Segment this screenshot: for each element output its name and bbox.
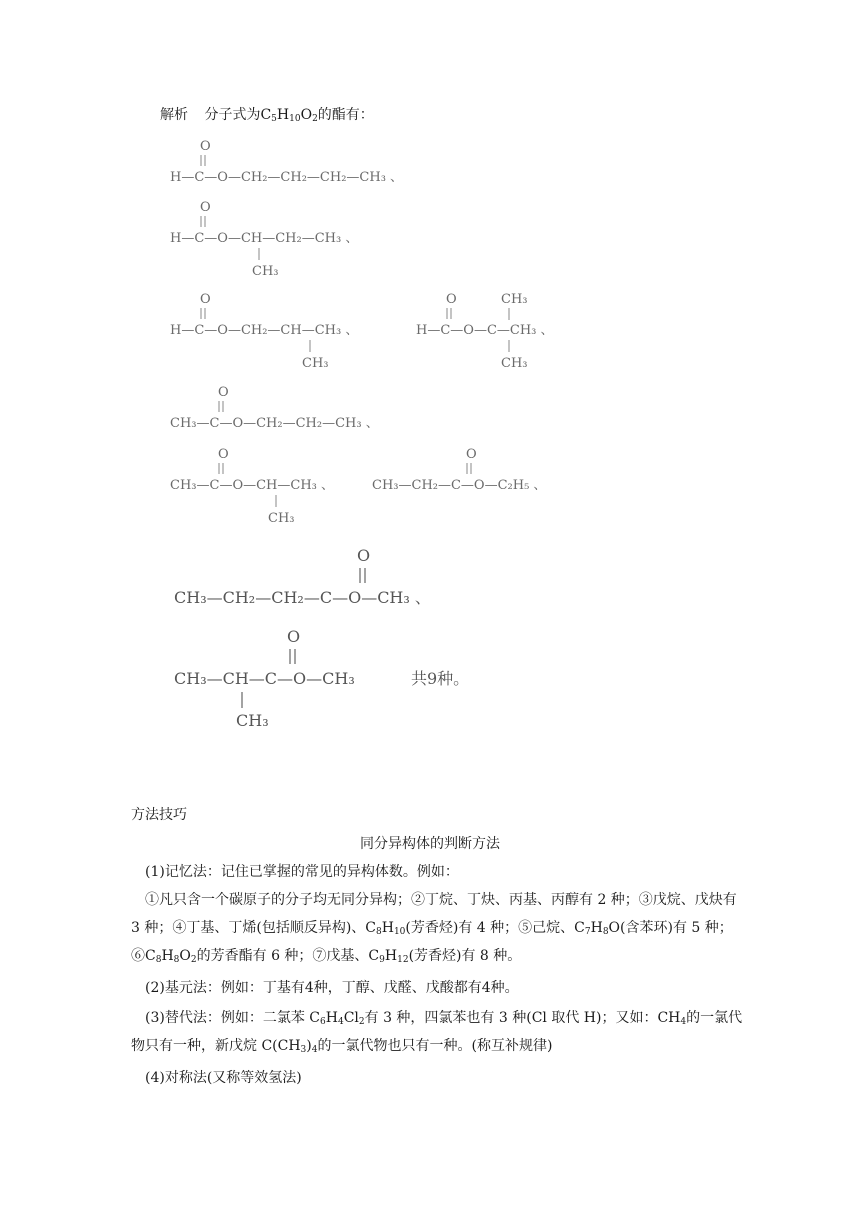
svg-text:CH₃: CH₃ <box>252 264 279 279</box>
svg-text:H—C—O—C—CH₃ 、: H—C—O—C—CH₃ 、 <box>416 323 554 338</box>
svg-text:O: O <box>466 447 477 462</box>
svg-text:CH₃: CH₃ <box>302 356 329 371</box>
svg-text:O: O <box>218 447 229 462</box>
svg-text:CH₃—C—O—CH₂—CH₂—CH₃ 、: CH₃—C—O—CH₂—CH₂—CH₃ 、 <box>170 416 379 431</box>
paragraph-symmetry-method <box>131 1064 743 1092</box>
paragraph-2-text: ①凡只含一个碳原子的分子均无同分异构；②丁烷、丁炔、丙基、丙醇有 2 种；③戊烷、戊炔有 3 种；④丁基、丁烯(包括顺反异构)、$C_8H_{10}$(芳香烃)有 4 种；⑤己烷、$C_7H_8O$(含苯环)有 5 种；$⑥C_8H_8O_2$的芳香酯有 6 种；⑦戊基、$C_9H_{12}$(芳香烃)有 8 种。 <box>131 892 737 965</box>
svg-text:O: O <box>200 139 211 154</box>
analysis-intro: 分子式为$C_5H_{10}O_2$的酯有： <box>204 107 374 124</box>
svg-text:H—C—O—CH₂—CH—CH₃ 、: H—C—O—CH₂—CH—CH₃ 、 <box>170 323 359 338</box>
method-title: 同分异构体的判断方法 <box>360 836 500 852</box>
paragraph-4-text: (3)替代法：例如：二氯苯 $C_6H_4Cl_2$有 3 种，四氯苯也有 3 种(Cl 取代 H)；又如：$CH_4$的一氯代物只有一种，新戊烷 $C(CH_3)_4$的一氯代物也只有一种。(称互补规律) <box>131 1010 743 1055</box>
paragraph-memory-method <box>131 858 743 886</box>
svg-text:CH₃: CH₃ <box>236 711 269 730</box>
svg-text:CH₃: CH₃ <box>501 292 528 307</box>
svg-text:O: O <box>200 200 211 215</box>
svg-text:O: O <box>357 546 371 565</box>
svg-text:O: O <box>446 292 457 307</box>
svg-text:CH₃: CH₃ <box>268 511 295 526</box>
svg-text:CH₃: CH₃ <box>501 356 528 371</box>
svg-text:O: O <box>287 627 301 646</box>
svg-text:O: O <box>218 385 229 400</box>
svg-text:CH₃—CH₂—C—O—C₂H₅ 、: CH₃—CH₂—C—O—C₂H₅ 、 <box>372 478 547 493</box>
method-heading: 方法技巧 <box>131 807 187 823</box>
svg-text:CH₃—CH—C—O—CH₃: CH₃—CH—C—O—CH₃ <box>174 669 355 688</box>
analysis-label: 解析 <box>160 107 188 123</box>
svg-text:H—C—O—CH—CH₂—CH₃ 、: H—C—O—CH—CH₂—CH₃ 、 <box>170 231 359 246</box>
paragraph-radical-method <box>131 974 743 1002</box>
paragraph-3-text: (2)基元法：例如：丁基有4种，丁醇、戊醛、戊酸都有4种。 <box>145 980 519 996</box>
svg-text:H—C—O—CH₂—CH₂—CH₂—CH₃ 、: H—C—O—CH₂—CH₂—CH₂—CH₃ 、 <box>170 170 404 185</box>
svg-text:CH₃—C—O—CH—CH₃ 、: CH₃—C—O—CH—CH₃ 、 <box>170 478 335 493</box>
paragraph-memory-examples <box>131 886 743 970</box>
paragraph-1-text: (1)记忆法：记住已掌握的常见的异构体数。例如： <box>145 864 459 880</box>
paragraph-5-text: (4)对称法(又称等效氢法) <box>145 1070 302 1086</box>
svg-text:CH₃—CH₂—CH₂—C—O—CH₃ 、: CH₃—CH₂—CH₂—C—O—CH₃ 、 <box>174 588 431 607</box>
svg-text:O: O <box>200 292 211 307</box>
paragraph-substitution-method <box>131 1004 743 1060</box>
total-count-text: 共9种。 <box>411 669 470 688</box>
